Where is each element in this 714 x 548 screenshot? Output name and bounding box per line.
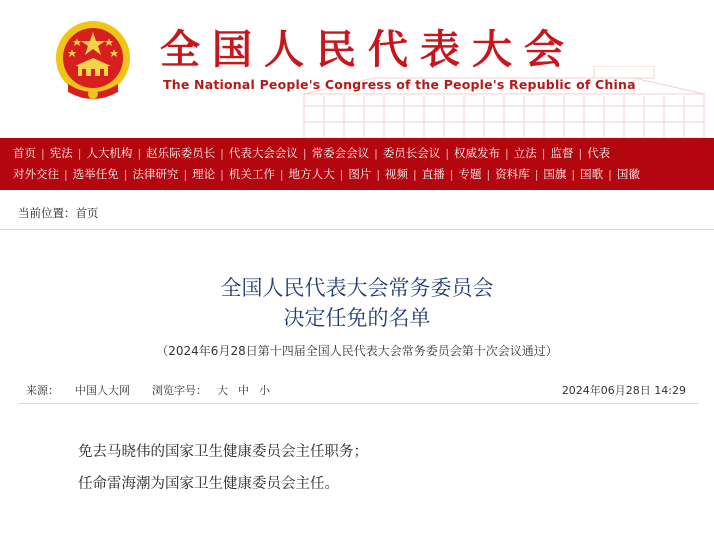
nav-item[interactable]: 直播 <box>421 167 445 181</box>
national-emblem-icon <box>54 18 132 104</box>
nav-separator: | <box>339 168 344 181</box>
nav-separator: | <box>64 168 68 181</box>
nav-item[interactable]: 视频 <box>385 167 409 181</box>
nav-item[interactable]: 国徽 <box>616 167 640 181</box>
nav-item[interactable]: 机关工作 <box>228 167 275 181</box>
font-size-large-button[interactable]: 大 <box>217 383 228 397</box>
nav-item[interactable]: 图片 <box>348 167 372 181</box>
nav-separator: | <box>183 168 188 181</box>
nav-separator: | <box>449 168 454 181</box>
nav-item[interactable]: 地方人大 <box>288 167 335 181</box>
nav-separator: | <box>534 168 539 181</box>
nav-separator: | <box>220 147 224 160</box>
nav-item[interactable]: 理论 <box>192 167 216 181</box>
nav-separator: | <box>123 168 128 181</box>
nav-separator: | <box>77 147 82 160</box>
nav-separator: | <box>220 168 224 181</box>
nav-item[interactable]: 人大机构 <box>86 146 133 160</box>
article-paragraph-2: 任命雷海潮为国家卫生健康委员会主任。 <box>78 476 339 492</box>
site-title: 全国人民代表大会 <box>160 26 576 73</box>
source-label: 来源： <box>26 383 59 397</box>
nav-item[interactable]: 宪法 <box>49 146 73 160</box>
nav-item[interactable]: 国旗 <box>543 167 567 181</box>
nav-separator: | <box>486 168 491 181</box>
nav-separator: | <box>302 147 307 160</box>
font-size-medium-button[interactable]: 中 <box>238 383 249 397</box>
site-header <box>0 0 714 138</box>
nav-separator: | <box>413 168 417 181</box>
article-title-line1: 全国人民代表大会常务委员会 <box>220 276 494 300</box>
nav-item[interactable]: 监督 <box>550 146 574 160</box>
nav-separator: | <box>541 147 546 160</box>
nav-item[interactable]: 选举任免 <box>72 167 119 181</box>
nav-item[interactable]: 首页 <box>13 146 36 160</box>
nav-separator: | <box>608 168 612 181</box>
nav-item[interactable]: 权威发布 <box>454 146 501 160</box>
nav-item[interactable]: 代表 <box>587 146 611 160</box>
nav-separator: | <box>41 147 45 160</box>
nav-item[interactable]: 代表大会会议 <box>228 146 298 160</box>
site-subtitle: The National People's Congress of the People's Republic of China <box>163 77 636 92</box>
nav-item[interactable]: 立法 <box>513 146 537 160</box>
article-meta-bar <box>18 376 698 404</box>
nav-item[interactable]: 资料库 <box>495 167 530 181</box>
nav-item[interactable]: 对外交往 <box>13 167 59 181</box>
nav-item[interactable]: 常委会会议 <box>311 146 370 160</box>
nav-separator: | <box>571 168 576 181</box>
nav-separator: | <box>445 147 450 160</box>
nav-separator: | <box>374 147 378 160</box>
nav-row-2 <box>13 164 714 185</box>
font-size-small-button[interactable]: 小 <box>259 383 270 397</box>
article-paragraph-1: 免去马晓伟的国家卫生健康委员会主任职务； <box>78 444 368 460</box>
nav-item[interactable]: 国歌 <box>580 167 604 181</box>
font-size-label: 浏览字号： <box>152 383 207 397</box>
nav-separator: | <box>376 168 381 181</box>
article-passed-note: （2024年6月28日第十四届全国人民代表大会常务委员会第十次会议通过） <box>156 344 558 358</box>
breadcrumb-label: 当前位置： <box>18 205 76 220</box>
nav-row-1 <box>13 143 714 164</box>
nav-separator: | <box>279 168 284 181</box>
nav-separator: | <box>578 147 583 160</box>
breadcrumb-home-link[interactable]: 首页 <box>75 205 99 220</box>
nav-separator: | <box>505 147 509 160</box>
nav-item[interactable]: 委员长会议 <box>382 146 441 160</box>
article-title-line2: 决定任免的名单 <box>283 306 431 330</box>
breadcrumb <box>0 196 714 230</box>
source-value: 中国人大网 <box>75 383 130 397</box>
nav-item[interactable]: 法律研究 <box>132 167 179 181</box>
publish-date: 2024年06月28日 14:29 <box>561 383 686 397</box>
nav-separator: | <box>137 147 142 160</box>
nav-item[interactable]: 专题 <box>458 167 482 181</box>
main-nav <box>0 138 714 190</box>
nav-item[interactable]: 赵乐际委员长 <box>146 146 216 160</box>
